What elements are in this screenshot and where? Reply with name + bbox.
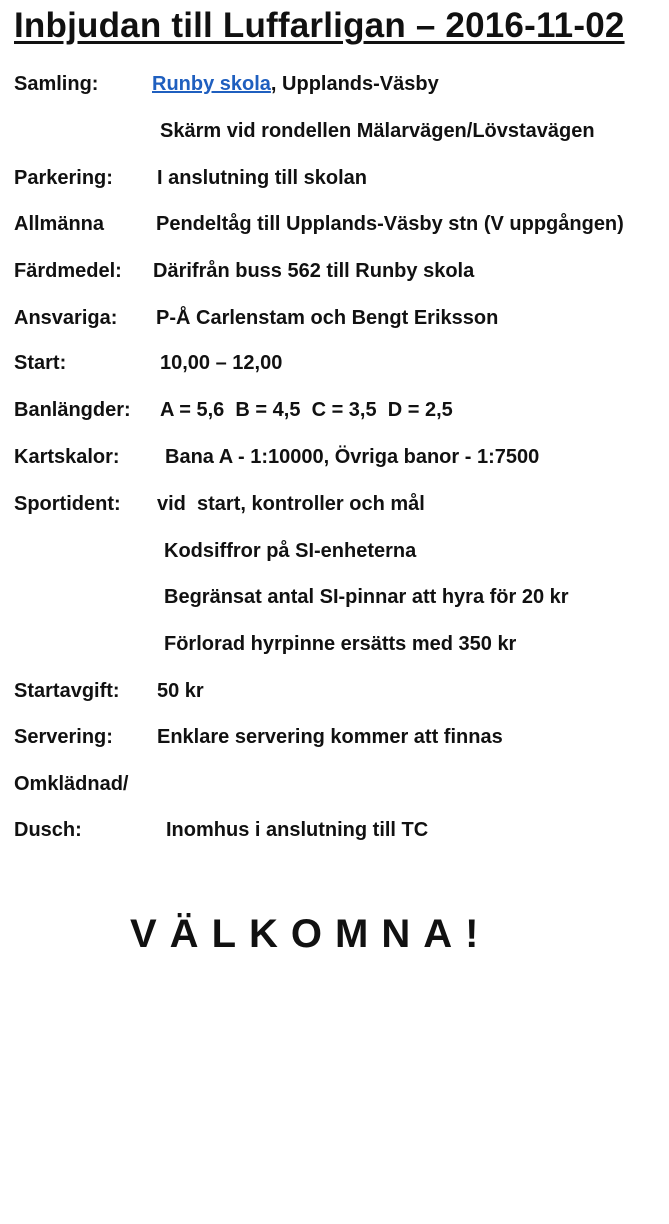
dusch-label: Dusch:: [14, 819, 82, 841]
sportident-value: vid start, kontroller och mål: [157, 493, 425, 515]
startavgift-label: Startavgift:: [14, 680, 120, 702]
kartskalor-value: Bana A - 1:10000, Övriga banor - 1:7500: [165, 446, 540, 468]
samling-line2: Skärm vid rondellen Mälarvägen/Lövstavägen: [160, 120, 595, 142]
runby-skola-link[interactable]: Runby skola: [152, 73, 271, 95]
sportident-line3: Begränsat antal SI-pinnar att hyra för 20 kr: [164, 586, 569, 608]
sportident-label: Sportident:: [14, 493, 121, 515]
start-label: Start:: [14, 352, 67, 374]
parkering-value: I anslutning till skolan: [157, 167, 368, 189]
samling-label: Samling:: [14, 73, 99, 95]
page-title: Inbjudan till Luffarligan – 2016-11-02: [14, 6, 625, 45]
dusch-value: Inomhus i anslutning till TC: [166, 819, 429, 841]
servering-value: Enklare servering kommer att finnas: [157, 726, 503, 748]
samling-value: [152, 72, 439, 96]
fardmedel-value: Därifrån buss 562 till Runby skola: [153, 260, 475, 282]
servering-label: Servering:: [14, 726, 113, 748]
welcome-heading: VÄLKOMNA!: [130, 912, 492, 956]
fardmedel-label: Färdmedel:: [14, 260, 122, 282]
startavgift-value: 50 kr: [157, 680, 204, 702]
kartskalor-label: Kartskalor:: [14, 446, 120, 468]
ansvariga-label: Ansvariga:: [14, 307, 118, 329]
samling-location: , Upplands-Väsby: [270, 73, 439, 95]
sportident-line4: Förlorad hyrpinne ersätts med 350 kr: [164, 633, 517, 655]
ansvariga-value: P-Å Carlenstam och Bengt Eriksson: [156, 307, 499, 329]
omkladnad-label: Omklädnad/: [14, 773, 129, 795]
sportident-line2: Kodsiffror på SI-enheterna: [164, 540, 417, 562]
banlangder-label: Banlängder:: [14, 399, 131, 421]
start-value: 10,00 – 12,00: [160, 352, 283, 374]
parkering-label: Parkering:: [14, 167, 113, 189]
allmanna-label: Allmänna: [14, 213, 105, 235]
banlangder-value: A = 5,6 B = 4,5 C = 3,5 D = 2,5: [160, 399, 453, 421]
allmanna-value: Pendeltåg till Upplands-Väsby stn (V uppgången): [156, 213, 624, 235]
